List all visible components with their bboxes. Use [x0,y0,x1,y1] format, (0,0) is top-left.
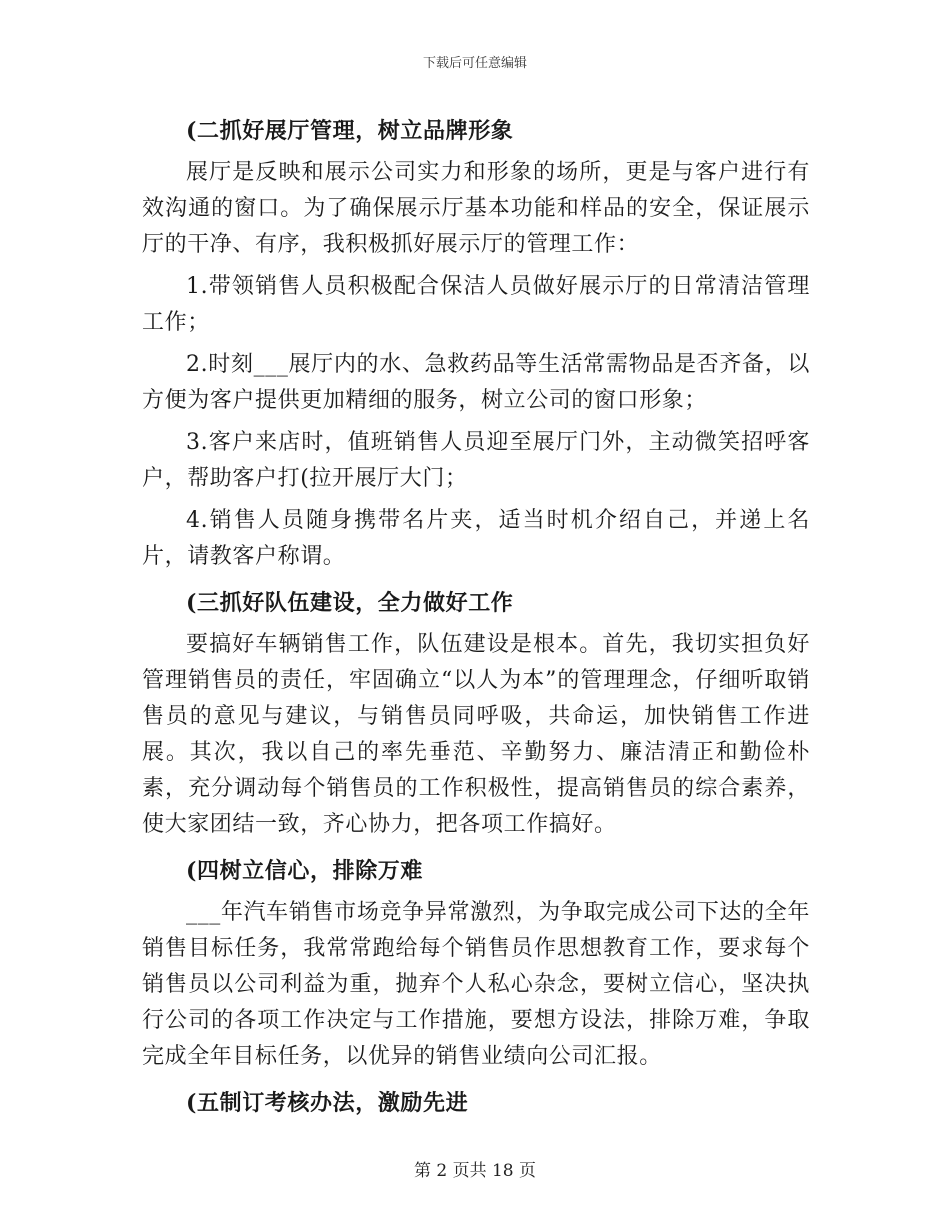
list-item: 1.带领销售人员积极配合保洁人员做好展示厅的日常清洁管理工作； [142,274,810,335]
list-item: 3.客户来店时，值班销售人员迎至展厅门外，主动微笑招呼客户，帮助客户打(拉开展厅大门； [142,430,810,491]
paragraph: ___年汽车销售市场竞争异常激烈，为争取完成公司下达的全年销售目标任务，我常常跑给每个销售员作思想教育工作，要求每个销售员以公司利益为重，抛弃个人私心杂念，要树立信心，坚决执行公司的各项工作决定与工作措施，要想方设法，排除万难，争取完成全年目标任务，以优异的销售业绩向公司汇报。 [142,900,810,1069]
document-body [142,113,810,1121]
paragraph: 展厅是反映和展示公司实力和形象的场所，更是与客户进行有效沟通的窗口。为了确保展示厅基本功能和样品的安全，保证展示厅的干净、有序，我积极抓好展示厅的管理工作： [142,160,810,257]
section-heading: (五制订考核办法，激励先进 [186,1090,469,1116]
paragraph: 要搞好车辆销售工作，队伍建设是根本。首先，我切实担负好管理销售员的责任，牢固确立“以人为本”的管理理念，仔细听取销售员的意见与建议，与销售员同呼吸，共命运，加快销售工作进展。其次，我以自己的率先垂范、辛勤努力、廉洁清正和勤俭朴素，充分调动每个销售员的工作积极性，提高销售员的综合素养，使大家团结一致，齐心协力，把各项工作搞好。 [142,632,810,837]
list-item: 4.销售人员随身携带名片夹，适当时机介绍自己，并递上名片，请教客户称谓。 [142,508,810,569]
section-heading: (二抓好展厅管理，树立品牌形象 [186,118,514,144]
page-footer: 第 2 页共 18 页 [413,1161,537,1181]
list-item: 2.时刻___展厅内的水、急救药品等生活常需物品是否齐备，以方便为客户提供更加精细的服务，树立公司的窗口形象； [142,352,810,413]
section-heading: (三抓好队伍建设，全力做好工作 [186,590,514,616]
section-heading: (四树立信心，排除万难 [186,858,424,884]
page-header: 下载后可任意编辑 [422,56,527,71]
